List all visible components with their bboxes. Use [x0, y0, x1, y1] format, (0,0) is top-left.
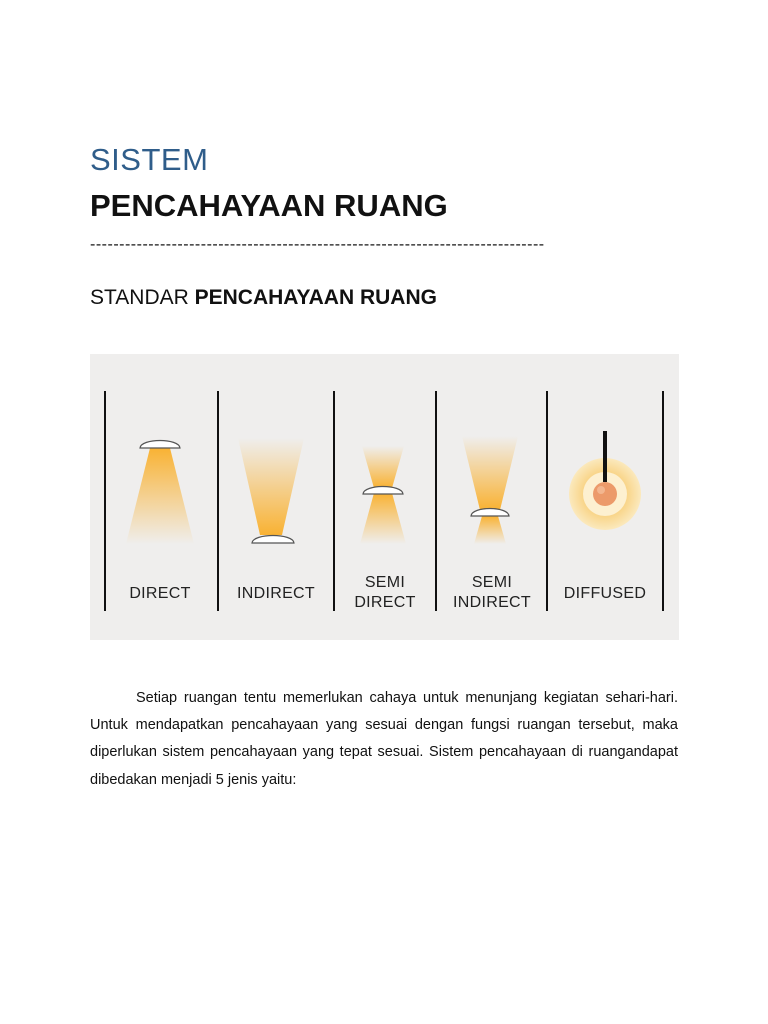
body-paragraph: Setiap ruangan tentu memerlukan cahaya untuk menunjang kegiatan sehari-hari. Untuk mendapatkan pencahayaan yang sesuai dengan fungsi ruangan tersebut, maka diperlukan sistem pencahayaan yang tepat sesuai. Sistem pencahayaan di ruangandapat dibedakan menjadi 5 jenis yaitu: — [90, 690, 678, 788]
page-title-sistem: SISTEM — [90, 142, 209, 177]
label-semi-indirect: SEMI INDIRECT — [453, 574, 531, 611]
indirect-lamp-icon — [238, 438, 304, 543]
lighting-types-figure — [90, 354, 679, 640]
label-diffused: DIFFUSED — [563, 585, 647, 602]
diffused-pendant-icon — [569, 431, 641, 530]
direct-lamp-icon — [126, 441, 194, 545]
label-direct: DIRECT — [129, 585, 191, 602]
semi-indirect-lamp-icon — [462, 436, 518, 544]
page-title-pencahayaan-ruang: PENCAHAYAAN RUANG — [90, 188, 448, 223]
section-subtitle — [90, 286, 437, 310]
label-indirect: INDIRECT — [237, 585, 315, 602]
semi-direct-lamp-icon — [360, 446, 406, 544]
subtitle-bold: PENCAHAYAAN RUANG — [194, 286, 437, 309]
label-semi-direct: SEMI DIRECT — [354, 574, 416, 611]
subtitle-normal: STANDAR — [90, 286, 195, 309]
dashed-divider: ------------------------------------------------------------------------------ — [90, 236, 545, 253]
